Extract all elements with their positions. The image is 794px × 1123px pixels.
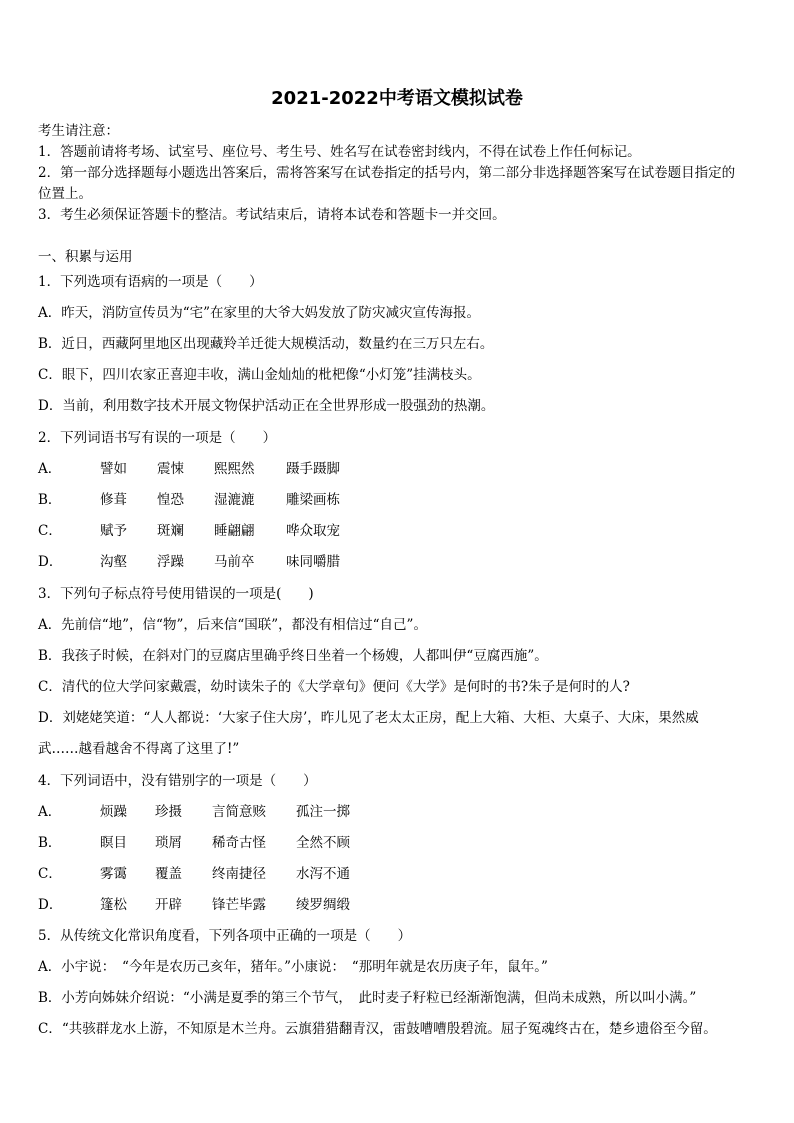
option-word: 浮躁 — [157, 554, 184, 570]
option-word: 味同嚼腊 — [286, 554, 340, 570]
option-word: 烦躁 — [100, 804, 127, 820]
q5-option-c: C．“共骇群龙水上游，不知原是木兰舟。云旗猎猎翻青汉，雷鼓嘈嘈殷碧流。屈子冤魂终古在，楚乡遗俗至今留。 — [38, 1021, 717, 1037]
option-word: 水泻不通 — [296, 866, 350, 882]
option-word: 斑斓 — [157, 523, 184, 539]
option-word: 雾霭 — [100, 866, 127, 882]
q3-option-a: A．先前信“地”，信“物”，后来信“国联”，都没有相信过“自己”。 — [38, 617, 427, 633]
option-word: 珍摄 — [155, 804, 182, 820]
option-label: C． — [38, 866, 62, 882]
option-word: 譬如 — [100, 461, 127, 477]
option-word: 修葺 — [100, 492, 127, 508]
q3-option-d: D．刘姥姥笑道：“人人都说：‘大家子住大房’，昨儿见了老太太正房，配上大箱、大柜、大桌子、大床，果然威 — [38, 710, 699, 726]
option-word: 睡翩翩 — [214, 523, 255, 539]
q3-option-c: C．清代的位大学问家戴震，幼时读朱子的《大学章句》便问《大学》是何时的书?朱子是何时的人? — [38, 679, 630, 695]
option-word: 熙熙然 — [214, 461, 255, 477]
notice-item-2-cont: 位置上。 — [38, 186, 92, 202]
q3-option-b: B．我孩子时候，在斜对门的豆腐店里确乎终日坐着一个杨嫂，人都叫伊“豆腐西施”。 — [38, 648, 548, 664]
option-word: 稀奇古怪 — [212, 835, 266, 851]
notice-item-2: 2．第一部分选择题每小题选出答案后，需将答案写在试卷指定的括号内，第二部分非选择题答案写在试卷题目指定的 — [38, 165, 736, 181]
q5-stem: 5．从传统文化常识角度看，下列各项中正确的一项是（ ） — [38, 928, 412, 944]
q4-option-a — [38, 802, 760, 822]
option-label: B． — [38, 492, 62, 508]
option-word: 锋芒毕露 — [212, 897, 266, 913]
section-heading: 一、积累与运用 — [38, 249, 133, 265]
q5-option-b: B．小芳向姊妹介绍说：“小满是夏季的第三个节气， 此时麦子籽粒已经渐渐饱满，但尚未成熟，所以叫小满。” — [38, 990, 697, 1006]
option-word: 哗众取宠 — [286, 523, 340, 539]
option-word: 瞑目 — [100, 835, 127, 851]
option-word: 沟壑 — [100, 554, 127, 570]
option-word: 绫罗绸缎 — [296, 897, 350, 913]
option-word: 覆盖 — [155, 866, 182, 882]
option-word: 惶恐 — [157, 492, 184, 508]
option-word: 震悚 — [157, 461, 184, 477]
q4-option-d — [38, 895, 760, 915]
notice-item-1: 1．答题前请将考场、试室号、座位号、考生号、姓名写在试卷密封线内，不得在试卷上作任何标记。 — [38, 144, 641, 160]
q2-option-c — [38, 521, 760, 541]
q1-option-b: B．近日，西藏阿里地区出现藏羚羊迁徙大规模活动，数量约在三万只左右。 — [38, 336, 494, 352]
option-label: B． — [38, 835, 62, 851]
option-word: 蹑手蹑脚 — [286, 461, 340, 477]
notice-heading: 考生请注意： — [38, 123, 119, 139]
option-word: 雕梁画栋 — [286, 492, 340, 508]
notice-item-3: 3．考生必须保证答题卡的整洁。考试结束后，请将本试卷和答题卡一并交回。 — [38, 207, 506, 223]
option-word: 赋予 — [100, 523, 127, 539]
option-label: C． — [38, 523, 62, 539]
q1-option-d: D．当前，利用数字技术开展文物保护活动正在全世界形成一股强劲的热潮。 — [38, 398, 495, 414]
q1-option-c: C．眼下，四川农家正喜迎丰收，满山金灿灿的枇杷像“小灯笼”挂满枝头。 — [38, 367, 481, 383]
page-title: 2021-2022中考语文模拟试卷 — [271, 88, 523, 109]
q1-option-a: A．昨天，消防宣传员为“宅”在家里的大爷大妈发放了防灾减灾宣传海报。 — [38, 305, 481, 321]
option-word: 孤注一掷 — [296, 804, 350, 820]
q2-option-d — [38, 552, 760, 572]
q2-option-b — [38, 490, 760, 510]
option-label: A． — [38, 461, 62, 477]
option-word: 全然不顾 — [296, 835, 350, 851]
q4-option-c — [38, 864, 760, 884]
option-word: 篷松 — [100, 897, 127, 913]
option-label: D． — [38, 897, 63, 913]
option-word: 马前卒 — [214, 554, 255, 570]
option-label: A． — [38, 804, 62, 820]
q5-option-a: A．小宇说： “今年是农历己亥年，猪年。”小康说： “那明年就是农历庚子年，鼠年。” — [38, 959, 548, 975]
q3-stem: 3．下列句子标点符号使用错误的一项是( ) — [38, 586, 314, 602]
option-word: 言简意赅 — [212, 804, 266, 820]
q4-option-b — [38, 833, 760, 853]
option-label: D． — [38, 554, 63, 570]
q1-stem: 1．下列选项有语病的一项是（ ） — [38, 274, 263, 290]
q3-option-d-cont: 武……越看越舍不得离了这里了!” — [38, 741, 240, 757]
option-word: 终南捷径 — [212, 866, 266, 882]
q2-stem: 2．下列词语书写有误的一项是（ ） — [38, 430, 277, 446]
q4-stem: 4．下列词语中，没有错别字的一项是（ ） — [38, 773, 317, 789]
q2-option-a — [38, 459, 760, 479]
option-word: 开辟 — [155, 897, 182, 913]
option-word: 琐屑 — [155, 835, 182, 851]
option-word: 湿漉漉 — [214, 492, 255, 508]
